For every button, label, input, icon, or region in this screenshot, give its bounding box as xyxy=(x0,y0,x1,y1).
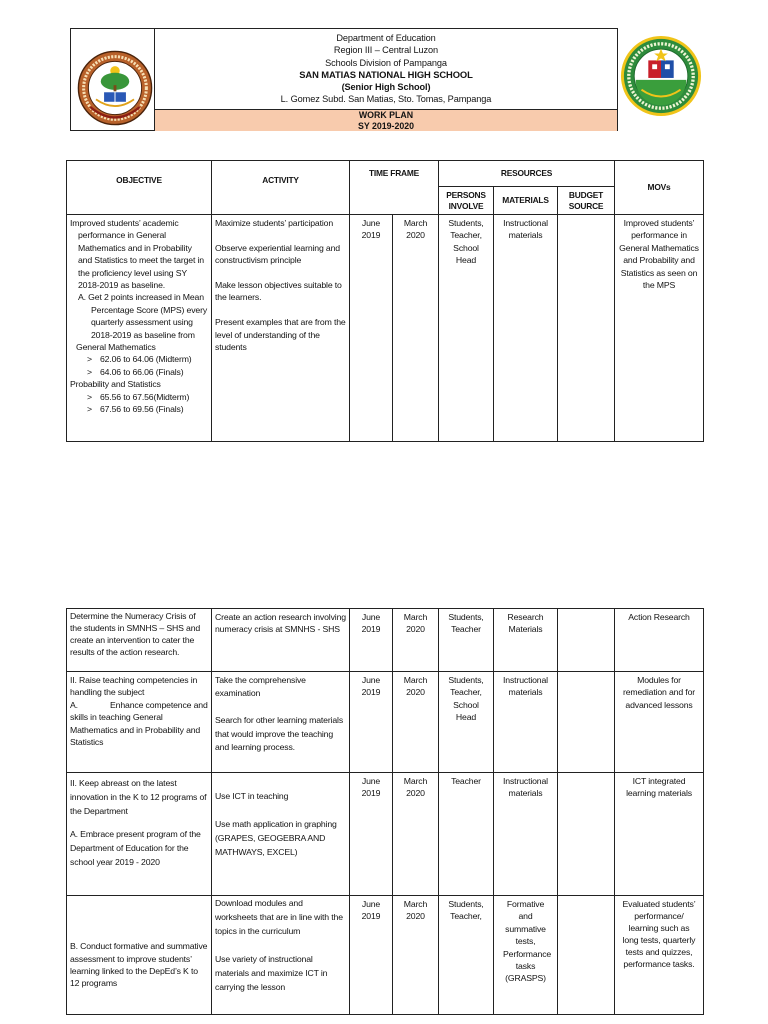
objective-text: Determine the Numeracy Crisis of the students in SMNHS – SHS and create an intervention to cater the results of the action research. xyxy=(70,611,201,657)
activity-cell xyxy=(212,215,350,442)
activity-cell xyxy=(212,773,350,896)
activity-item: Observe experiential learning and constructivism principle xyxy=(215,242,340,266)
deped-seal-icon xyxy=(77,50,153,126)
target-item xyxy=(70,353,208,365)
school-name: SAN MATIAS NATIONAL HIGH SCHOOL xyxy=(299,68,473,80)
subgoal-text: Enhance competence and skills in teaching General Mathematics and in Probability and Statistics xyxy=(70,699,208,748)
end-date-cell xyxy=(393,672,439,773)
materials-cell: Instructional materials xyxy=(494,773,558,896)
activity-item: Present examples that are from the level of understanding of the students xyxy=(215,317,346,353)
end-month: March xyxy=(403,776,428,786)
budget-source-cell xyxy=(558,215,615,442)
persons-involved-cell: Teacher xyxy=(439,773,494,896)
start-month: June xyxy=(361,675,381,685)
movs-cell: Action Research xyxy=(615,609,704,672)
school-level: (Senior High School) xyxy=(341,82,431,93)
materials-cell: Instructional materials xyxy=(494,215,558,442)
activity-header: ACTIVITY xyxy=(212,161,350,215)
table-row xyxy=(67,773,704,896)
start-date-cell xyxy=(350,896,393,1015)
persons-involved-cell: Students, Teacher xyxy=(439,609,494,672)
end-month: March xyxy=(403,612,428,622)
start-month: June xyxy=(361,218,381,228)
end-year: 2020 xyxy=(406,911,425,922)
bullet-marker: > xyxy=(87,354,92,365)
movs-header: MOVs xyxy=(615,161,704,215)
activity-cell xyxy=(212,609,350,672)
objective-subject: General Mathematics xyxy=(76,342,156,353)
objective-cell xyxy=(67,773,212,896)
target-text: 65.56 to 67.56(Midterm) xyxy=(100,391,190,402)
objective-cell xyxy=(67,672,212,773)
persons-involved-cell: Students, Teacher, School Head xyxy=(439,215,494,442)
work-plan-table-main xyxy=(66,160,704,442)
movs-cell: Modules for remediation and for advanced lessons xyxy=(615,672,704,773)
end-month: March xyxy=(403,675,428,685)
objective-subject: Probability and Statistics xyxy=(70,379,161,390)
activity-cell xyxy=(212,896,350,1015)
persons-involved-cell: Students, Teacher, xyxy=(439,896,494,1015)
agency-name: Department of Education xyxy=(336,33,436,43)
activity-cell xyxy=(212,672,350,773)
target-text: 67.56 to 69.56 (Finals) xyxy=(100,404,184,415)
table-header-row xyxy=(67,161,704,187)
objective-cell xyxy=(67,896,212,1015)
materials-cell: Research Materials xyxy=(494,609,558,672)
activity-item: Use ICT in teaching xyxy=(215,791,289,801)
end-date-cell xyxy=(393,896,439,1015)
end-date-cell xyxy=(393,609,439,672)
end-month: March xyxy=(403,899,428,909)
activity-item: Create an action research involving numeracy crisis at SMNHS - SHS xyxy=(215,612,346,635)
division-name: Schools Division of Pampanga xyxy=(325,57,447,68)
resources-header: RESOURCES xyxy=(439,161,615,187)
end-month: March xyxy=(403,218,428,228)
activity-item: Download modules and worksheets that are in line with the topics in the curriculum xyxy=(215,898,343,936)
target-item xyxy=(70,366,208,378)
work-plan-table-continued xyxy=(66,608,704,1015)
subgoal-marker: A. xyxy=(70,699,78,710)
start-year: 2019 xyxy=(361,911,381,922)
start-year: 2019 xyxy=(361,687,381,698)
objective-text: II. Raise teaching competencies in handling the subject xyxy=(70,675,198,698)
budget-source-header: BUDGET SOURCE xyxy=(558,187,615,215)
objective-subgoal: A. Get 2 points increased in Mean Percentage Score (MPS) every quarterly assessment using 2018-2019 as baseline from xyxy=(78,292,208,340)
school-year: SY 2019-2020 xyxy=(357,120,415,131)
region-name: Region III – Central Luzon xyxy=(333,45,439,56)
table-row xyxy=(67,215,704,442)
work-plan-band xyxy=(155,109,617,131)
activity-item: Maximize students’ participation xyxy=(215,218,334,228)
end-year: 2020 xyxy=(406,687,425,698)
end-date-cell xyxy=(393,215,439,442)
start-year: 2019 xyxy=(361,230,381,241)
objective-text: B. Conduct formative and summative assessment to improve students’ learning linked to the DepEd’s K to 12 programs xyxy=(70,941,208,989)
budget-source-cell xyxy=(558,896,615,1015)
objective-header: OBJECTIVE xyxy=(67,161,212,215)
objective-text: II. Keep abreast on the latest innovation in the K to 12 programs of the Department xyxy=(70,778,207,816)
movs-cell: Evaluated students’ performance/ learning such as long tests, quarterly tests and quizzes, performance tasks. xyxy=(615,896,704,1015)
objective-subgoal: A. Embrace present program of the Department of Education for the school year 2019 - 2020 xyxy=(70,829,201,867)
activity-item: Search for other learning materials that would improve the teaching and learning process. xyxy=(215,715,344,752)
target-text: 62.06 to 64.06 (Midterm) xyxy=(100,354,192,365)
start-date-cell xyxy=(350,773,393,896)
end-date-cell xyxy=(393,773,439,896)
start-date-cell xyxy=(350,609,393,672)
start-date-cell xyxy=(350,672,393,773)
start-month: June xyxy=(361,612,381,622)
activity-item: Use math application in graphing (GRAPES, GEOGEBRA AND MATHWAYS, EXCEL) xyxy=(215,819,337,857)
target-text: 64.06 to 66.06 (Finals) xyxy=(100,366,184,377)
school-address: L. Gomez Subd. San Matias, Sto. Tomas, Pampanga xyxy=(280,94,492,105)
start-date-cell xyxy=(350,215,393,442)
end-year: 2020 xyxy=(406,788,425,799)
end-year: 2020 xyxy=(406,230,425,241)
objective-cell xyxy=(67,609,212,672)
budget-source-cell xyxy=(558,672,615,773)
persons-involved-header: PERSONS INVOLVE xyxy=(439,187,494,215)
movs-cell: ICT integrated learning materials xyxy=(615,773,704,896)
materials-cell: Instructional materials xyxy=(494,672,558,773)
budget-source-cell xyxy=(558,609,615,672)
start-year: 2019 xyxy=(361,788,381,799)
materials-cell: Formative and summative tests, Performance tasks (GRASPS) xyxy=(494,896,558,1015)
bullet-marker: > xyxy=(87,404,92,415)
table-row xyxy=(67,672,704,773)
objective-cell xyxy=(67,215,212,442)
table-row xyxy=(67,609,704,672)
objective-subgoal xyxy=(70,699,208,749)
bullet-marker: > xyxy=(87,391,92,402)
materials-header: MATERIALS xyxy=(494,187,558,215)
table-row xyxy=(67,896,704,1015)
letterhead-text xyxy=(155,32,617,106)
end-year: 2020 xyxy=(406,624,425,635)
target-item xyxy=(70,391,208,403)
start-month: June xyxy=(361,776,381,786)
objective-text: Improved students’ academic performance in General Mathematics and in Probability and Statistics to meet the target in the proficiency level using SY 2018-2019 as baseline. xyxy=(70,218,204,291)
school-seal-icon xyxy=(620,35,702,117)
work-plan-title: WORK PLAN xyxy=(358,110,414,120)
activity-item: Make lesson objectives suitable to the learners. xyxy=(215,280,342,303)
budget-source-cell xyxy=(558,773,615,896)
time-frame-header: TIME FRAME xyxy=(350,161,439,215)
activity-item: Take the comprehensive examination xyxy=(215,675,306,699)
bullet-marker: > xyxy=(87,366,92,377)
start-year: 2019 xyxy=(361,624,381,635)
activity-item: Use variety of instructional materials and maximize ICT in carrying the lesson xyxy=(215,954,328,992)
target-item xyxy=(70,403,208,415)
persons-involved-cell: Students, Teacher, School Head xyxy=(439,672,494,773)
start-month: June xyxy=(361,899,381,909)
movs-cell: Improved students’ performance in General Mathematics and Probability and Statistics as seen on the MPS xyxy=(615,215,704,442)
